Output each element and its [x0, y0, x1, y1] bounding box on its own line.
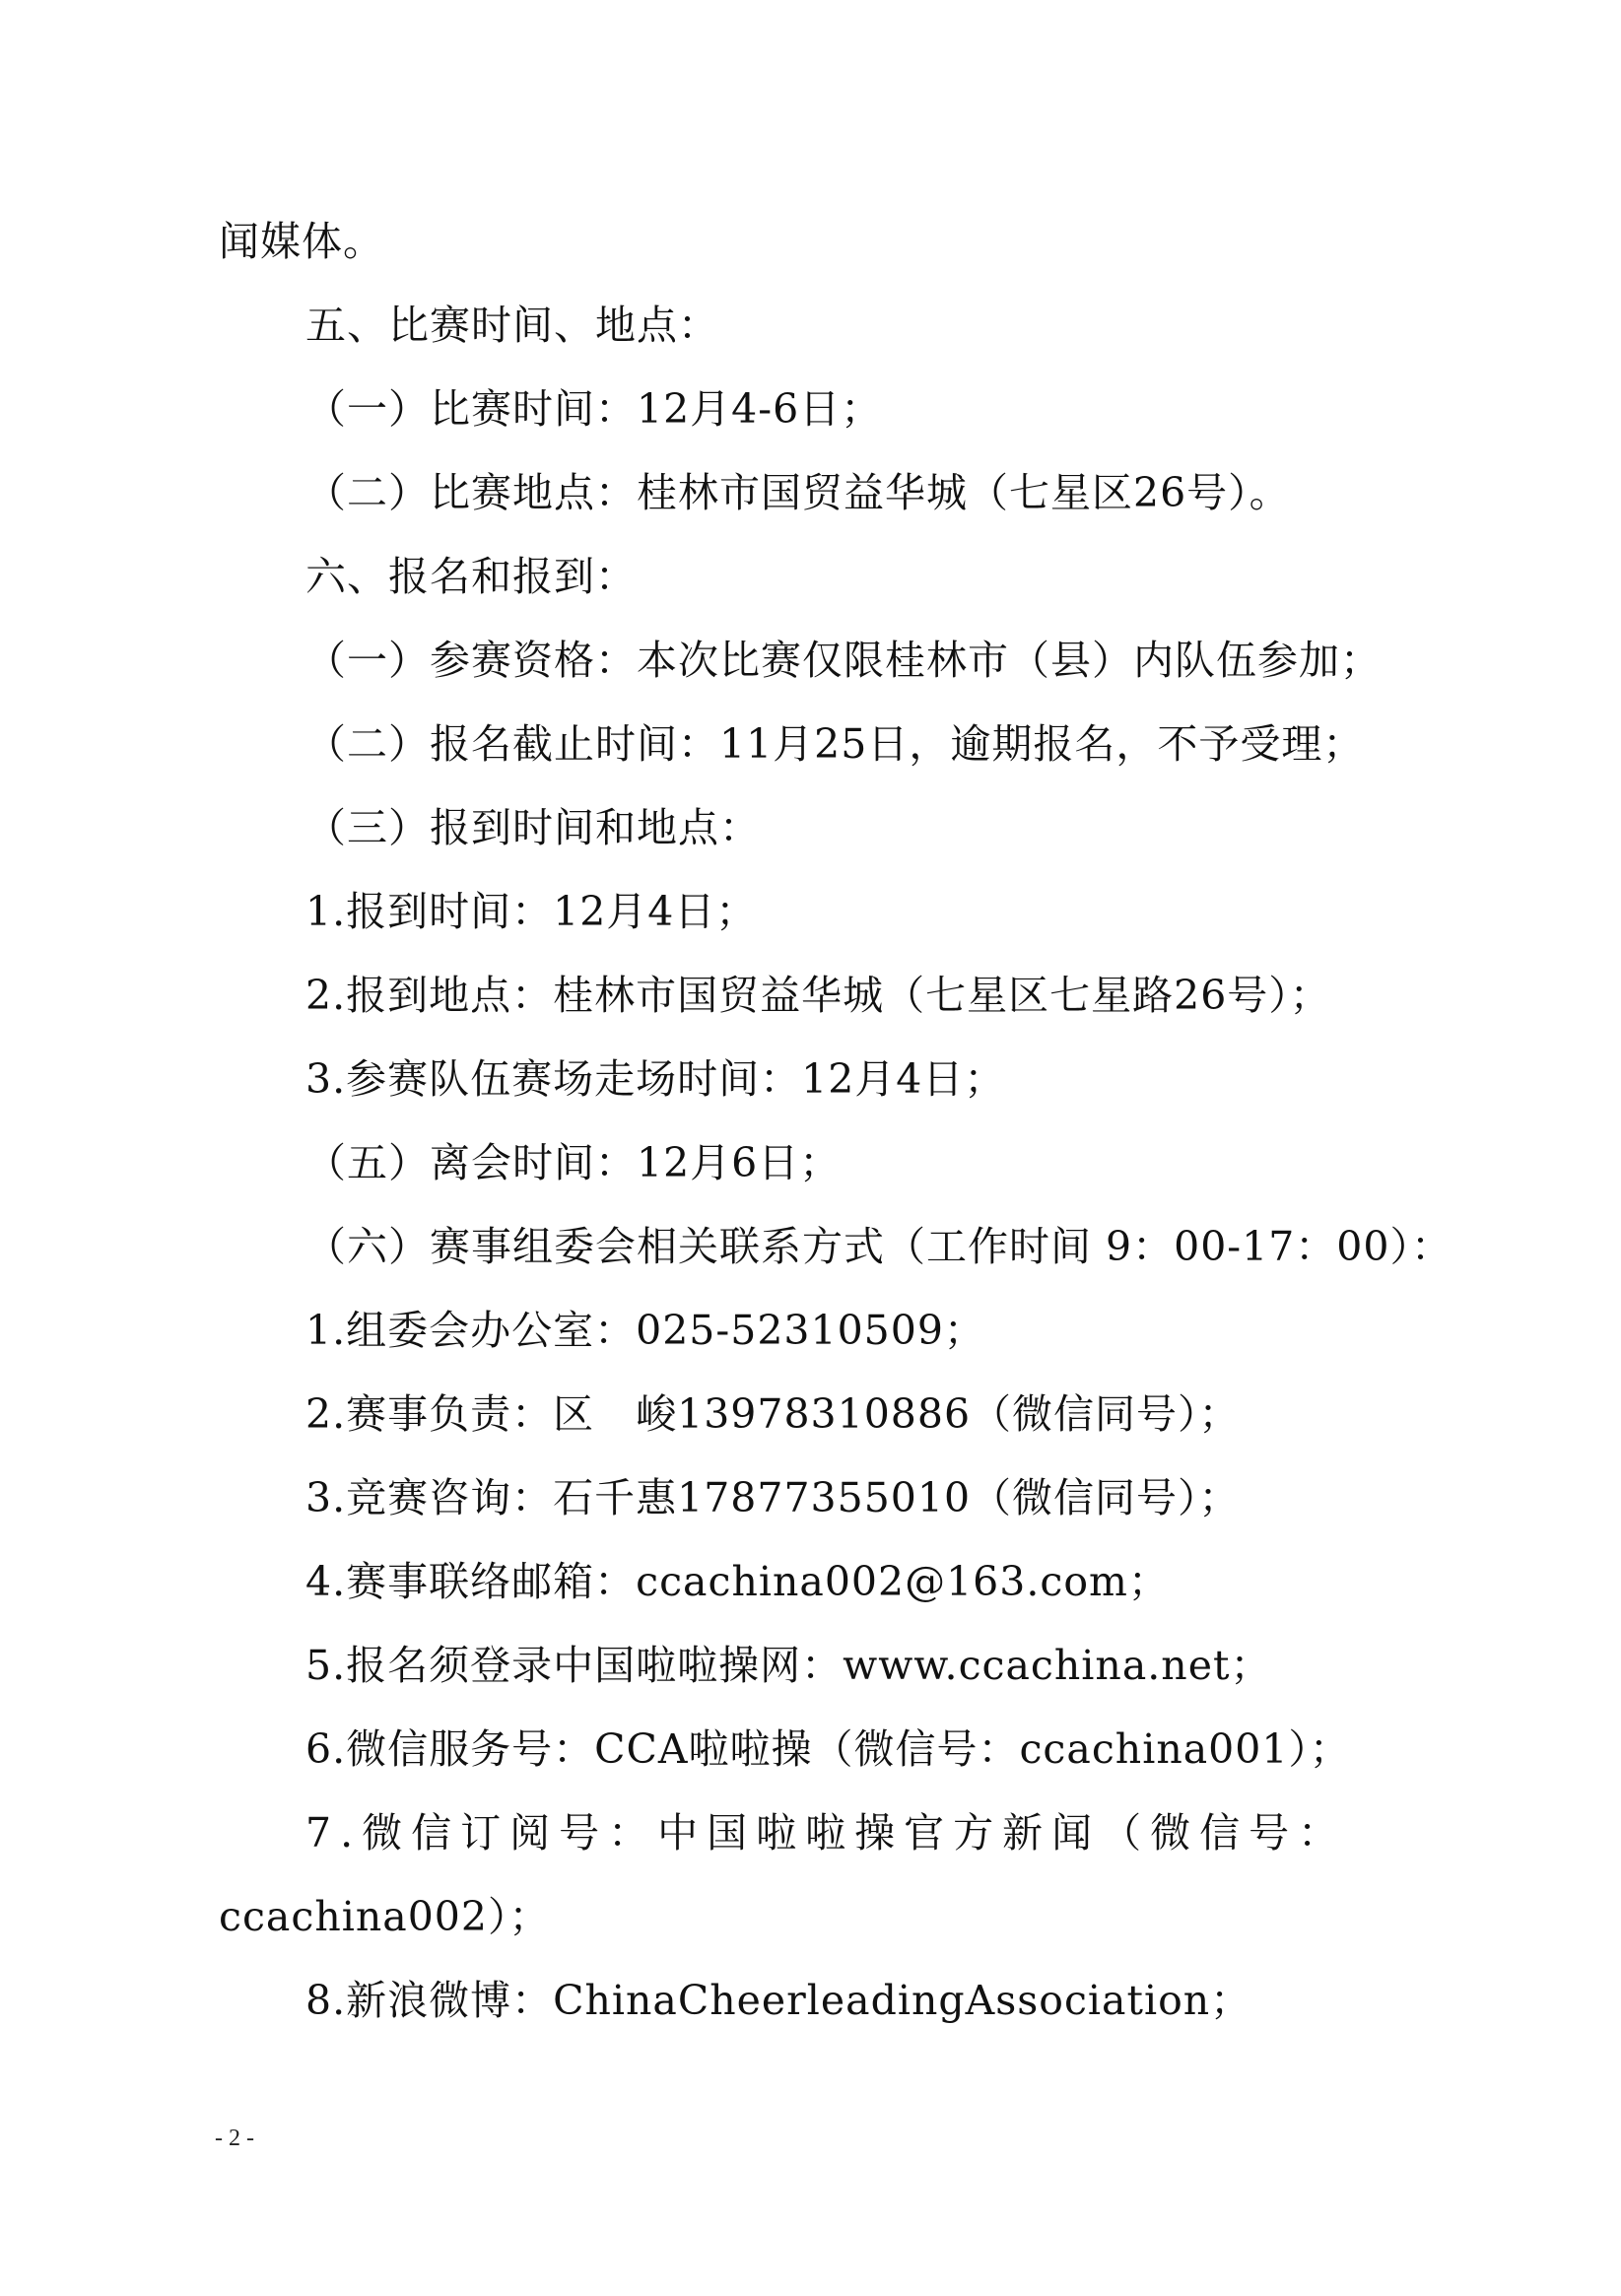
text-line: 7.微信订阅号：中国啦啦操官方新闻（微信号： — [305, 1809, 1348, 1857]
text-line: 2.赛事负责：区 峻13978310886（微信同号）； — [305, 1390, 1241, 1438]
text-line: （一）比赛时间：12月4-6日； — [305, 385, 883, 433]
text-line: ccachina002）； — [219, 1893, 551, 1940]
text-line: （五）离会时间：12月6日； — [305, 1139, 842, 1186]
text-line: （三）报到时间和地点： — [305, 804, 761, 851]
text-line: 6.微信服务号：CCA啦啦操（微信号：ccachina001）； — [305, 1725, 1351, 1773]
text-line: （一）参赛资格：本次比赛仅限桂林市（县）内队伍参加； — [305, 637, 1382, 684]
text-line: 闻媒体。 — [219, 218, 384, 265]
text-line: （二）比赛地点：桂林市国贸益华城（七星区26号）。 — [305, 469, 1291, 516]
text-line: （六）赛事组委会相关联系方式（工作时间 9：00-17：00）： — [305, 1223, 1452, 1270]
text-line: 5.报名须登录中国啦啦操网：www.ccachina.net； — [305, 1642, 1272, 1689]
text-line: 3.竞赛咨询：石千惠17877355010（微信同号）； — [305, 1474, 1241, 1521]
section-heading: 六、报名和报到： — [305, 553, 637, 600]
text-line: 1.报到时间：12月4日； — [305, 888, 758, 935]
text-line: 3.参赛队伍赛场走场时间：12月4日； — [305, 1055, 1006, 1103]
section-heading: 五、比赛时间、地点： — [305, 302, 719, 349]
text-line: 2.报到地点：桂林市国贸益华城（七星区七星路26号）； — [305, 972, 1331, 1019]
text-line: （二）报名截止时间：11月25日，逾期报名，不予受理； — [305, 720, 1365, 768]
page-number: - 2 - — [215, 2126, 254, 2151]
text-line: 1.组委会办公室：025-52310509； — [305, 1307, 985, 1354]
text-line: 8.新浪微博：ChinaCheerleadingAssociation； — [305, 1977, 1252, 2024]
text-line: 4.赛事联络邮箱：ccachina002@163.com； — [305, 1558, 1170, 1605]
